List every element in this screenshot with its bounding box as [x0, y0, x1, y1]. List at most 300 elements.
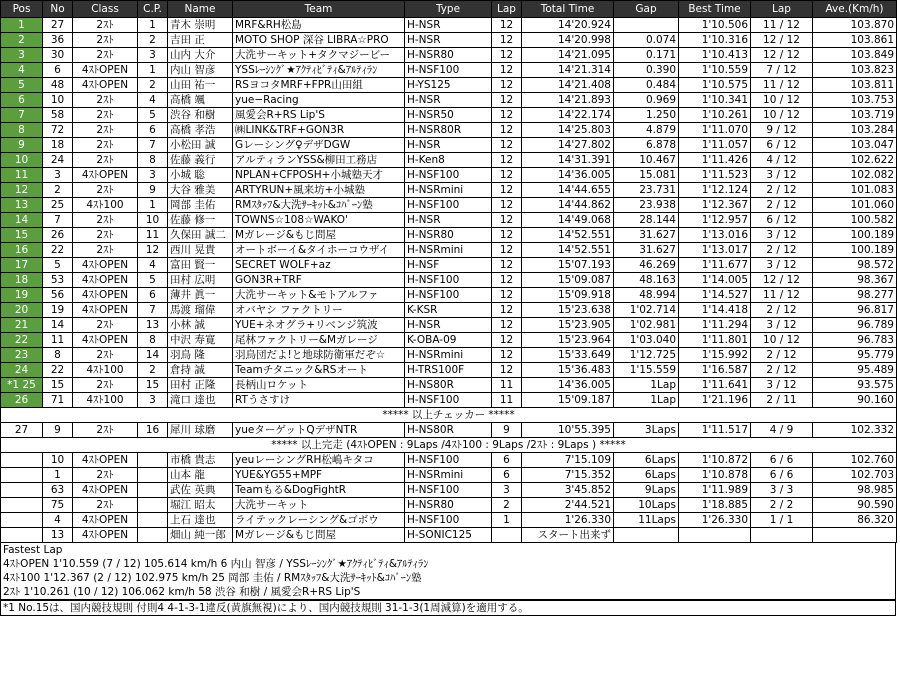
table-cell: 1 — [43, 468, 73, 483]
table-cell: 大谷 雅美 — [168, 183, 233, 198]
table-cell — [1, 468, 43, 483]
table-cell: H-NSR80 — [405, 48, 492, 63]
table-cell: 103.861 — [813, 33, 897, 48]
table-cell: 2ｽﾄ — [73, 33, 138, 48]
table-cell: 10 — [43, 453, 73, 468]
table-cell: 11 / 12 — [751, 288, 813, 303]
table-cell: 48.163 — [614, 273, 679, 288]
table-cell: 12 — [492, 213, 522, 228]
table-cell: 12 — [138, 243, 168, 258]
table-cell: 12 — [492, 93, 522, 108]
table-cell: 2 — [1, 33, 43, 48]
table-cell: 11 / 12 — [751, 78, 813, 93]
table-cell: 30 — [43, 48, 73, 63]
table-cell: 12 — [492, 318, 522, 333]
column-header: Total Time — [522, 1, 614, 18]
table-row — [1, 48, 897, 63]
table-cell: 12 — [492, 123, 522, 138]
table-cell: 14'49.068 — [522, 213, 614, 228]
table-row — [1, 63, 897, 78]
table-cell: 12 — [492, 153, 522, 168]
table-cell: 4ｽﾄ100 — [73, 393, 138, 408]
table-cell: 98.367 — [813, 273, 897, 288]
table-cell: 大洗サーキット — [233, 498, 405, 513]
table-cell: 14 — [138, 348, 168, 363]
table-cell — [614, 528, 679, 543]
table-cell: 1'10.878 — [679, 468, 751, 483]
table-cell: 11 — [1, 168, 43, 183]
table-cell: 103.284 — [813, 123, 897, 138]
table-cell: 14'21.095 — [522, 48, 614, 63]
table-cell: 11 / 12 — [751, 18, 813, 33]
table-cell: 11 — [492, 393, 522, 408]
table-cell: 71 — [43, 393, 73, 408]
table-cell: 1'13.017 — [679, 243, 751, 258]
table-cell: 15 — [138, 378, 168, 393]
table-cell: 12 — [492, 333, 522, 348]
table-cell: 9 — [138, 183, 168, 198]
table-cell — [614, 18, 679, 33]
table-cell: Gレーシング♀デザDGW — [233, 138, 405, 153]
table-cell: 17 — [1, 258, 43, 273]
table-cell: 48.994 — [614, 288, 679, 303]
table-cell: 10 / 12 — [751, 108, 813, 123]
table-cell: 1'26.330 — [679, 513, 751, 528]
table-cell: NPLAN+CFPOSH+小城塾天才 — [233, 168, 405, 183]
table-cell — [1, 528, 43, 543]
table-cell: 佐藤 義行 — [168, 153, 233, 168]
table-cell: 95.779 — [813, 348, 897, 363]
table-cell: H-NSR — [405, 33, 492, 48]
table-cell: 1'13.016 — [679, 228, 751, 243]
table-cell: *1 25 — [1, 378, 43, 393]
table-cell: 1'11.070 — [679, 123, 751, 138]
table-cell: 8 — [138, 153, 168, 168]
table-cell: 6 — [43, 63, 73, 78]
table-cell: H-NSR80 — [405, 228, 492, 243]
table-cell: 2ｽﾄ — [73, 18, 138, 33]
table-cell: 14'25.803 — [522, 123, 614, 138]
table-row — [1, 93, 897, 108]
table-cell: 1'02.981 — [614, 318, 679, 333]
table-cell: YUE+ネオグラ+リベンジ筑波 — [233, 318, 405, 333]
column-header: Type — [405, 1, 492, 18]
table-cell: H-NSR — [405, 18, 492, 33]
table-cell: 尾林ファクトリー&Mガレージ — [233, 333, 405, 348]
table-row — [1, 498, 897, 513]
table-cell: H-Ken8 — [405, 153, 492, 168]
table-cell: 2 / 2 — [751, 498, 813, 513]
table-cell: 7 — [1, 108, 43, 123]
table-cell: H-NSF100 — [405, 63, 492, 78]
separator-label: ***** 以上完走 (4ｽﾄOPEN : 9Laps /4ｽﾄ100 : 9Laps /2ｽﾄ : 9Laps ) ***** — [1, 438, 897, 453]
table-cell: 103.823 — [813, 63, 897, 78]
table-cell: 53 — [43, 273, 73, 288]
table-row — [1, 528, 897, 543]
table-cell: 2ｽﾄ — [73, 228, 138, 243]
table-row — [1, 198, 897, 213]
results-body — [1, 18, 897, 543]
table-cell: 93.575 — [813, 378, 897, 393]
table-cell: 3 / 12 — [751, 378, 813, 393]
table-cell: 2 — [492, 498, 522, 513]
table-cell: 5 — [43, 258, 73, 273]
table-cell: 4ｽﾄ100 — [73, 198, 138, 213]
table-cell: H-NS80R — [405, 423, 492, 438]
table-cell: 4ｽﾄOPEN — [73, 333, 138, 348]
table-cell: H-NSF100 — [405, 393, 492, 408]
table-cell: 2ｽﾄ — [73, 93, 138, 108]
table-cell: 3'45.852 — [522, 483, 614, 498]
table-cell: 86.320 — [813, 513, 897, 528]
table-cell: 1'14.527 — [679, 288, 751, 303]
table-cell: 9 — [43, 423, 73, 438]
table-cell: H-NSR — [405, 93, 492, 108]
table-cell: 4ｽﾄOPEN — [73, 288, 138, 303]
table-cell: 1'12.725 — [614, 348, 679, 363]
table-cell: 103.870 — [813, 18, 897, 33]
table-cell: 4.879 — [614, 123, 679, 138]
table-cell: 2 — [138, 363, 168, 378]
table-cell: 1'10.316 — [679, 33, 751, 48]
table-cell: 9 — [1, 138, 43, 153]
column-header: Gap — [614, 1, 679, 18]
table-cell: 72 — [43, 123, 73, 138]
table-cell: 2 / 12 — [751, 363, 813, 378]
table-cell: 24 — [43, 153, 73, 168]
table-cell: 1'11.523 — [679, 168, 751, 183]
table-cell: 7 — [138, 138, 168, 153]
table-cell: 3 — [43, 168, 73, 183]
table-cell: 56 — [43, 288, 73, 303]
table-cell: 103.811 — [813, 78, 897, 93]
table-cell: 14'20.998 — [522, 33, 614, 48]
table-cell: 95.489 — [813, 363, 897, 378]
table-cell: 1'11.641 — [679, 378, 751, 393]
table-cell: 103.719 — [813, 108, 897, 123]
table-cell: 6Laps — [614, 468, 679, 483]
table-cell: 102.622 — [813, 153, 897, 168]
table-cell: 8 — [1, 123, 43, 138]
table-cell: 12 — [492, 243, 522, 258]
table-cell: 9Laps — [614, 483, 679, 498]
column-header: Team — [233, 1, 405, 18]
table-cell: H-NSF100 — [405, 513, 492, 528]
table-cell: 1'03.040 — [614, 333, 679, 348]
table-cell: 大洗サーキット+タクマジービー — [233, 48, 405, 63]
table-cell: 青木 崇明 — [168, 18, 233, 33]
table-cell — [1, 498, 43, 513]
table-cell: 14'21.408 — [522, 78, 614, 93]
table-cell: 西川 晃貴 — [168, 243, 233, 258]
table-cell: Teamチタニック&RSオート — [233, 363, 405, 378]
table-cell: 小林 誠 — [168, 318, 233, 333]
table-cell: Mガレージ&もじ問屋 — [233, 528, 405, 543]
table-cell — [1, 453, 43, 468]
table-cell: 6 — [138, 123, 168, 138]
table-cell: 2ｽﾄ — [73, 48, 138, 63]
table-cell: 21 — [1, 318, 43, 333]
table-cell: H-NSRmini — [405, 468, 492, 483]
table-cell: 12 — [492, 78, 522, 93]
table-cell: 14'22.174 — [522, 108, 614, 123]
table-cell: 14'36.005 — [522, 378, 614, 393]
table-cell: 31.627 — [614, 228, 679, 243]
table-cell: 6.878 — [614, 138, 679, 153]
table-cell: 風愛会R+RS Lip'S — [233, 108, 405, 123]
table-cell: 1'10.872 — [679, 453, 751, 468]
table-cell: RSヨコタMRF+FPR山田組 — [233, 78, 405, 93]
table-cell: 5 — [138, 273, 168, 288]
table-cell: 27 — [43, 18, 73, 33]
table-cell: 100.582 — [813, 213, 897, 228]
table-cell: 薄井 眞一 — [168, 288, 233, 303]
table-cell: 12 — [492, 363, 522, 378]
table-row — [1, 363, 897, 378]
table-cell: 3 / 12 — [751, 168, 813, 183]
table-cell: 1'10.413 — [679, 48, 751, 63]
table-cell: RMｽﾀｯﾌ&大洗ｻｰｷｯﾄ&ｺﾊﾞｰﾝ塾 — [233, 198, 405, 213]
table-cell: 12 — [492, 198, 522, 213]
table-cell: 1'10.506 — [679, 18, 751, 33]
table-cell: 12 / 12 — [751, 33, 813, 48]
table-row — [1, 483, 897, 498]
table-cell: 大洗サーキット&モトアルファ — [233, 288, 405, 303]
penalty-note: *1 No.15は、国内競技規則 付則4 4-1-3-1違反(黄旗無視)により、国内競技規則 31-1-3(1周減算)を適用する。 — [0, 600, 896, 616]
table-cell: 4ｽﾄOPEN — [73, 63, 138, 78]
table-cell: 27 — [1, 423, 43, 438]
table-cell: 23.731 — [614, 183, 679, 198]
table-cell: 2 / 12 — [751, 183, 813, 198]
table-cell: H-NSR — [405, 318, 492, 333]
table-cell: 14 — [1, 213, 43, 228]
table-cell: 1'11.989 — [679, 483, 751, 498]
table-cell: 0.484 — [614, 78, 679, 93]
table-row — [1, 318, 897, 333]
table-cell: 22 — [1, 333, 43, 348]
table-cell: 48 — [43, 78, 73, 93]
table-cell: 3 / 12 — [751, 228, 813, 243]
table-cell: 中沢 寿寛 — [168, 333, 233, 348]
table-cell: K-KSR — [405, 303, 492, 318]
table-cell: 14'31.391 — [522, 153, 614, 168]
table-cell: 14'21.893 — [522, 93, 614, 108]
table-cell: 2 — [138, 78, 168, 93]
table-cell: 7 — [43, 213, 73, 228]
table-cell: 102.332 — [813, 423, 897, 438]
table-row — [1, 18, 897, 33]
table-cell: MOTO SHOP 深谷 LIBRA☆PRO — [233, 33, 405, 48]
table-cell: SECRET WOLF+az — [233, 258, 405, 273]
table-cell: 16 — [138, 423, 168, 438]
table-cell: MRF&RH松島 — [233, 18, 405, 33]
table-cell — [138, 483, 168, 498]
table-cell: 15'23.964 — [522, 333, 614, 348]
table-row — [1, 258, 897, 273]
table-cell: 101.083 — [813, 183, 897, 198]
table-cell: 13 — [1, 198, 43, 213]
table-cell: 58 — [43, 108, 73, 123]
table-cell: 1Lap — [614, 393, 679, 408]
table-row — [1, 33, 897, 48]
table-cell: 3 — [492, 483, 522, 498]
table-cell: スタート出来ず — [522, 528, 614, 543]
table-cell: 4ｽﾄOPEN — [73, 273, 138, 288]
table-cell: 小松田 誠 — [168, 138, 233, 153]
separator-label: ***** 以上チェッカー ***** — [1, 408, 897, 423]
table-cell: 4ｽﾄ100 — [73, 363, 138, 378]
table-cell: 36 — [43, 33, 73, 48]
table-cell: 3 — [138, 393, 168, 408]
table-row — [1, 393, 897, 408]
table-cell: 2ｽﾄ — [73, 423, 138, 438]
table-cell: 15'23.905 — [522, 318, 614, 333]
table-cell: 長柄山ロケット — [233, 378, 405, 393]
table-cell: 堀江 昭太 — [168, 498, 233, 513]
table-cell: 0.074 — [614, 33, 679, 48]
table-cell: 14'44.862 — [522, 198, 614, 213]
column-header: Ave.(Km/h) — [813, 1, 897, 18]
table-cell: 1 — [1, 18, 43, 33]
table-cell: 1'12.957 — [679, 213, 751, 228]
table-cell: H-NSF100 — [405, 453, 492, 468]
table-cell: 12 — [492, 33, 522, 48]
table-cell: 4ｽﾄOPEN — [73, 303, 138, 318]
table-cell: GON3R+TRF — [233, 273, 405, 288]
column-header: C.P. — [138, 1, 168, 18]
table-cell: H-NSF100 — [405, 288, 492, 303]
table-cell: 2ｽﾄ — [73, 183, 138, 198]
table-cell: 10 / 12 — [751, 93, 813, 108]
table-cell: 犀川 球磨 — [168, 423, 233, 438]
table-cell: 90.160 — [813, 393, 897, 408]
table-cell: 1'11.057 — [679, 138, 751, 153]
table-cell: 103.849 — [813, 48, 897, 63]
table-cell: 高橋 颯 — [168, 93, 233, 108]
table-cell: 2ｽﾄ — [73, 468, 138, 483]
table-cell: 1.250 — [614, 108, 679, 123]
table-cell: 28.144 — [614, 213, 679, 228]
table-cell: 4ｽﾄOPEN — [73, 528, 138, 543]
table-cell: 10 — [43, 93, 73, 108]
table-cell: 岡部 圭佑 — [168, 198, 233, 213]
table-cell: 90.590 — [813, 498, 897, 513]
table-cell: RTうさすけ — [233, 393, 405, 408]
table-cell: 14'20.924 — [522, 18, 614, 33]
table-cell: 31.627 — [614, 243, 679, 258]
table-cell: 1'15.992 — [679, 348, 751, 363]
table-row — [1, 138, 897, 153]
table-cell: 18 — [43, 138, 73, 153]
table-cell: 12 — [492, 288, 522, 303]
table-cell: 畑山 純一郎 — [168, 528, 233, 543]
table-cell: 4 — [1, 63, 43, 78]
table-cell: 1'26.330 — [522, 513, 614, 528]
table-cell: 上石 達也 — [168, 513, 233, 528]
table-cell: 15'33.649 — [522, 348, 614, 363]
fastest-lap-section — [0, 543, 896, 600]
table-row — [1, 123, 897, 138]
table-cell: 3 — [1, 48, 43, 63]
table-cell: 102.703 — [813, 468, 897, 483]
column-header: Lap — [492, 1, 522, 18]
table-cell: H-SONIC125 — [405, 528, 492, 543]
table-cell: 14'27.802 — [522, 138, 614, 153]
column-header: Class — [73, 1, 138, 18]
table-cell: ARTYRUN+風来坊+小城塾 — [233, 183, 405, 198]
table-row — [1, 168, 897, 183]
table-cell: 8 — [138, 333, 168, 348]
table-cell: 6 — [492, 453, 522, 468]
table-cell: 山内 大介 — [168, 48, 233, 63]
table-cell: 4ｽﾄOPEN — [73, 513, 138, 528]
table-cell: 12 — [492, 168, 522, 183]
table-cell: 19 — [1, 288, 43, 303]
column-header: No — [43, 1, 73, 18]
table-cell: 8 — [43, 348, 73, 363]
table-cell: 1 — [138, 63, 168, 78]
table-cell: 15'09.918 — [522, 288, 614, 303]
table-cell: 98.277 — [813, 288, 897, 303]
table-cell: 23 — [1, 348, 43, 363]
table-cell: 102.082 — [813, 168, 897, 183]
table-cell: 1'11.801 — [679, 333, 751, 348]
table-cell: 4 — [138, 258, 168, 273]
table-cell: 96.817 — [813, 303, 897, 318]
table-cell: 20 — [1, 303, 43, 318]
table-cell: 1'10.559 — [679, 63, 751, 78]
table-cell: 1 / 1 — [751, 513, 813, 528]
table-cell: 2ｽﾄ — [73, 498, 138, 513]
table-row — [1, 348, 897, 363]
table-cell — [751, 528, 813, 543]
table-cell: 10.467 — [614, 153, 679, 168]
table-cell: 11 — [43, 333, 73, 348]
table-cell: 1 — [492, 513, 522, 528]
table-cell: 2ｽﾄ — [73, 348, 138, 363]
table-cell: H-NSRmini — [405, 243, 492, 258]
table-cell: 102.760 — [813, 453, 897, 468]
header-row — [1, 1, 897, 18]
table-cell: 12 — [492, 18, 522, 33]
table-cell: 12 — [492, 258, 522, 273]
table-row — [1, 108, 897, 123]
table-cell: 14 — [43, 318, 73, 333]
table-cell: 12 — [492, 303, 522, 318]
table-cell: 15 — [1, 228, 43, 243]
table-cell: yue−Racing — [233, 93, 405, 108]
table-cell: 高橋 孝浩 — [168, 123, 233, 138]
table-cell: H-NSR50 — [405, 108, 492, 123]
table-row — [1, 468, 897, 483]
table-cell: 12 — [492, 63, 522, 78]
table-cell: 2ｽﾄ — [73, 138, 138, 153]
fastest-lap-line: 4ｽﾄ100 1'12.367 (2 / 12) 102.975 km/h 25 岡部 圭佑 / RMｽﾀｯﾌ&大洗ｻｰｷｯﾄ&ｺﾊﾞｰﾝ塾 — [3, 572, 422, 584]
table-cell: TOWNS☆108☆WAKO' — [233, 213, 405, 228]
table-cell: H-NSF100 — [405, 273, 492, 288]
table-cell: 2 / 12 — [751, 303, 813, 318]
table-cell: 12 — [492, 48, 522, 63]
table-cell: 内山 智彦 — [168, 63, 233, 78]
table-cell: 9 / 12 — [751, 123, 813, 138]
table-cell: 100.189 — [813, 243, 897, 258]
table-cell: 4ｽﾄOPEN — [73, 483, 138, 498]
table-cell: 田村 広明 — [168, 273, 233, 288]
column-header: Best Time — [679, 1, 751, 18]
table-row — [1, 303, 897, 318]
table-cell: 4 — [138, 93, 168, 108]
table-cell: 10'55.395 — [522, 423, 614, 438]
